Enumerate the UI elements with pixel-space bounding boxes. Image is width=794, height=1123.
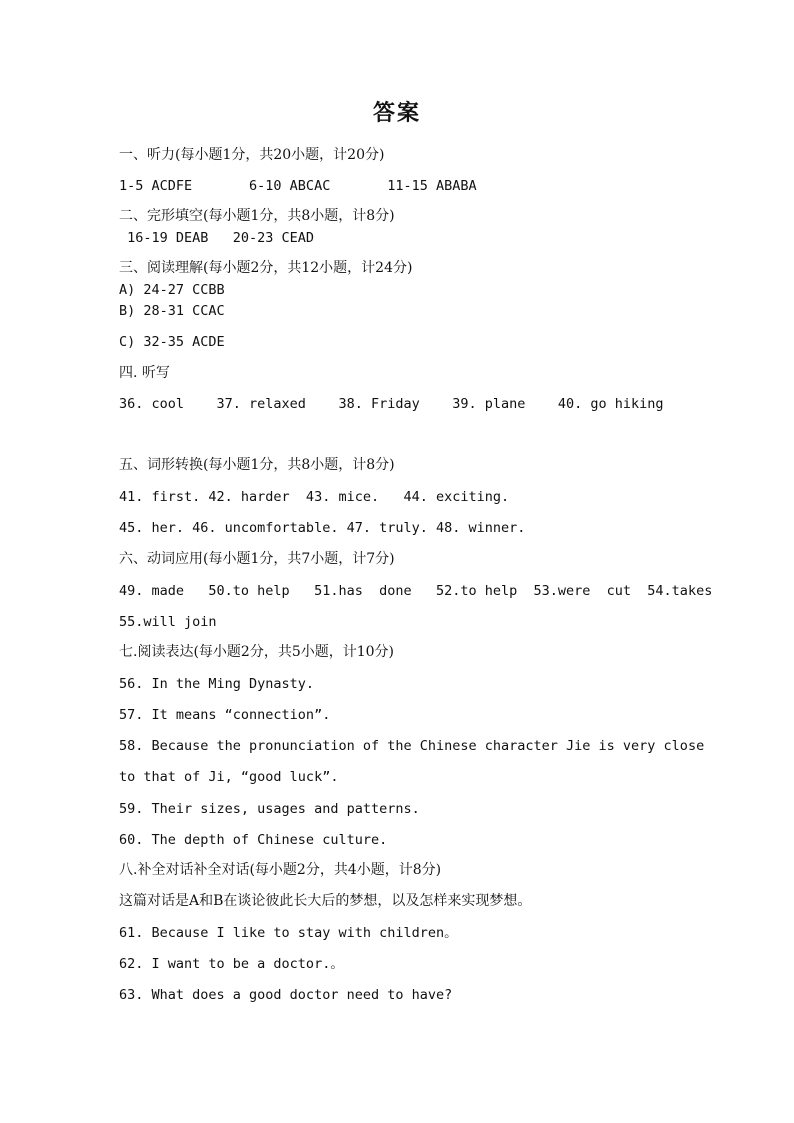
- section-5-answers-row-1: 41. first. 42. harder 43. mice. 44. exciting.: [119, 489, 510, 505]
- section-4-answers: 36. cool 37. relaxed 38. Friday 39. plane 40. go hiking: [119, 396, 664, 412]
- section-3-part-a: A) 24-27 CCBB: [119, 282, 225, 298]
- section-4-heading: 四. 听写: [119, 365, 170, 381]
- section-8-summary: 这篇对话是A和B在谈论彼此长大后的梦想，以及怎样来实现梦想。: [119, 893, 532, 909]
- answer-61: 61. Because I like to stay with children。: [119, 925, 458, 941]
- section-3-part-c: C) 32-35 ACDE: [119, 334, 225, 350]
- answer-57: 57. It means “connection”.: [119, 707, 331, 723]
- answer-62: 62. I want to be a doctor.。: [119, 956, 344, 972]
- section-2-answers: 16-19 DEAB 20-23 CEAD: [119, 230, 315, 246]
- answer-58: 58. Because the pronunciation of the Chinese character Jie is very close: [119, 738, 705, 754]
- section-3-heading: 三、阅读理解(每小题2分，共12小题，计24分): [119, 260, 413, 276]
- section-3-part-b: B) 28-31 CCAC: [119, 303, 225, 319]
- section-6-heading: 六、动词应用(每小题1分，共7小题，计7分): [119, 551, 395, 567]
- section-8-heading: 八.补全对话补全对话(每小题2分，共4小题，计8分): [119, 862, 442, 878]
- section-1-answers: 1-5 ACDFE 6-10 ABCAC 11-15 ABABA: [119, 178, 477, 194]
- section-5-answers-row-2: 45. her. 46. uncomfortable. 47. truly. 48. winner.: [119, 520, 526, 536]
- section-6-answers-row-2: 55.will join: [119, 614, 217, 630]
- section-5-heading: 五、词形转换(每小题1分，共8小题，计8分): [119, 457, 395, 473]
- section-2-heading: 二、完形填空(每小题1分，共8小题，计8分): [119, 208, 395, 224]
- answer-60: 60. The depth of Chinese culture.: [119, 832, 388, 848]
- section-6-answers-row-1: 49. made 50.to help 51.has done 52.to help 53.were cut 54.takes: [119, 583, 713, 599]
- answer-63: 63. What does a good doctor need to have?: [119, 987, 453, 1003]
- page-title: 答案: [372, 100, 421, 126]
- section-1-heading: 一、听力(每小题1分，共20小题，计20分): [119, 147, 385, 163]
- answer-59: 59. Their sizes, usages and patterns.: [119, 801, 420, 817]
- answer-56: 56. In the Ming Dynasty.: [119, 676, 315, 692]
- section-7-heading: 七.阅读表达(每小题2分，共5小题，计10分): [119, 644, 395, 660]
- answer-58-continued: to that of Ji, “good luck”.: [119, 769, 339, 785]
